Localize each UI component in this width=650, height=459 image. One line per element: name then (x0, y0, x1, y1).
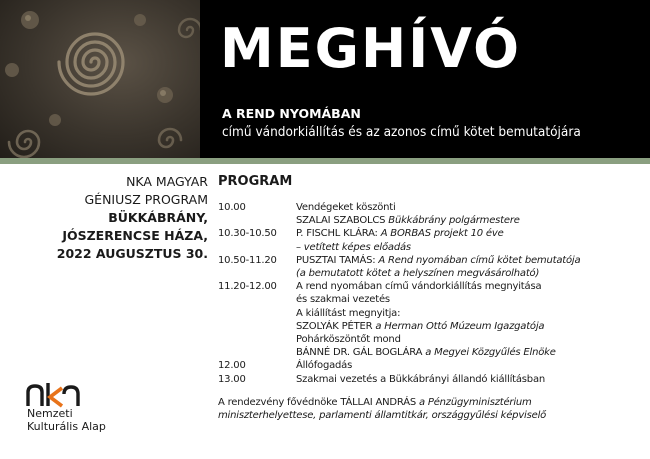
program-detail: a Megyei Közgyűlés Elnöke (425, 347, 556, 359)
program-time: 11.20-12.00 (218, 281, 277, 293)
program-detail: Bükkábrány polgármestere (388, 215, 520, 227)
program-row (218, 359, 638, 372)
bronze-spiral-photo (0, 0, 200, 158)
program-detail: – vetített képes előadás (296, 241, 411, 253)
program-row (218, 227, 638, 240)
program-description (296, 280, 638, 293)
program-text: SZOLYÁK PÉTER (296, 320, 376, 332)
logo-line2: Kulturális Alap (27, 420, 106, 433)
patron-note (218, 396, 638, 422)
program-row (218, 201, 638, 214)
program-description (296, 267, 638, 280)
program-text: PUSZTAI TAMÁS: (296, 254, 379, 266)
program-text: A kiállítást megnyitja: (296, 307, 401, 319)
program-row (218, 254, 638, 267)
program-description (296, 307, 638, 320)
patron-text: A rendezvény fővédnöke TÁLLAI ANDRÁS (218, 397, 419, 408)
program-row (218, 320, 638, 333)
event-place: BÜKKÁBRÁNY, (108, 210, 208, 225)
program-description (296, 359, 638, 372)
program-description (296, 214, 638, 227)
program-detail: A BORBAS projekt 10 éve (380, 228, 504, 240)
program-time (218, 214, 296, 227)
patron-role-continued: miniszterhelyettese, parlamenti államtitkár, országgyűlési képviselő (218, 410, 547, 422)
program-text: A rend nyomában című vándorkiállítás megnyitása (296, 281, 542, 293)
program-row (218, 214, 638, 227)
logo-line1: Nemzeti (27, 407, 73, 420)
program-description (296, 201, 638, 214)
program-text: BÁNNÉ DR. GÁL BOGLÁRA (296, 347, 426, 359)
program-time (218, 320, 296, 333)
program-time (218, 241, 296, 254)
organizer-line2: GÉNIUSZ PROGRAM (84, 192, 208, 207)
program-description (296, 333, 638, 346)
program-time: 13.00 (218, 373, 246, 385)
program-row (218, 307, 638, 320)
program-time (218, 293, 296, 306)
program-time (218, 267, 296, 280)
program-row (218, 280, 638, 293)
organizer-line1: NKA MAGYAR (126, 174, 208, 189)
program-row (218, 241, 638, 254)
program-description (296, 346, 638, 359)
program-text: és szakmai vezetés (296, 294, 390, 306)
program-text: P. FISCHL KLÁRA: (296, 228, 381, 240)
program-text: SZALAI SZABOLCS (296, 215, 389, 227)
page-title: MEGHÍVÓ (220, 17, 521, 80)
divider-band (0, 158, 650, 164)
program-heading: PROGRAM (218, 174, 293, 189)
program-description (296, 373, 638, 386)
program-time: 12.00 (218, 360, 246, 372)
exhibition-name: A REND NYOMÁBAN (222, 106, 361, 121)
event-info (10, 173, 208, 263)
program-time (218, 333, 296, 346)
program-description (296, 227, 638, 240)
program-time: 10.30-10.50 (218, 228, 277, 240)
program-row (218, 267, 638, 280)
program-description (296, 254, 638, 267)
program-list (218, 201, 638, 386)
program-text: Szakmai vezetés a Bükkábrányi állandó kiállításban (296, 373, 546, 385)
program-row (218, 346, 638, 359)
program-time: 10.00 (218, 202, 246, 213)
program-text: Pohárköszöntőt mond (296, 334, 401, 346)
event-date: 2022 AUGUSZTUS 30. (56, 246, 208, 261)
exhibition-subtitle: című vándorkiállítás és az azonos című kötet bemutatójára (222, 124, 581, 140)
program-time (218, 307, 296, 320)
program-time: 10.50-11.20 (218, 254, 277, 266)
program-description (296, 293, 638, 306)
header-banner (0, 0, 650, 158)
patron-role: a Pénzügyminisztérium (418, 397, 532, 408)
program-text: Vendégeket köszönti (296, 202, 396, 213)
program-detail: (a bemutatott kötet a helyszínen megvásárolható) (296, 268, 540, 280)
nka-logo-text (27, 407, 106, 433)
event-venue: JÓSZERENCSE HÁZA, (62, 228, 208, 243)
program-row (218, 373, 638, 386)
program-time (218, 346, 296, 359)
program-text: Állófogadás (296, 360, 353, 372)
program-row (218, 293, 638, 306)
program-description (296, 241, 638, 254)
program-detail: a Herman Ottó Múzeum Igazgatója (375, 320, 545, 332)
program-row (218, 333, 638, 346)
program-detail: A Rend nyomában című kötet bemutatója (378, 254, 581, 266)
program-description (296, 320, 638, 333)
